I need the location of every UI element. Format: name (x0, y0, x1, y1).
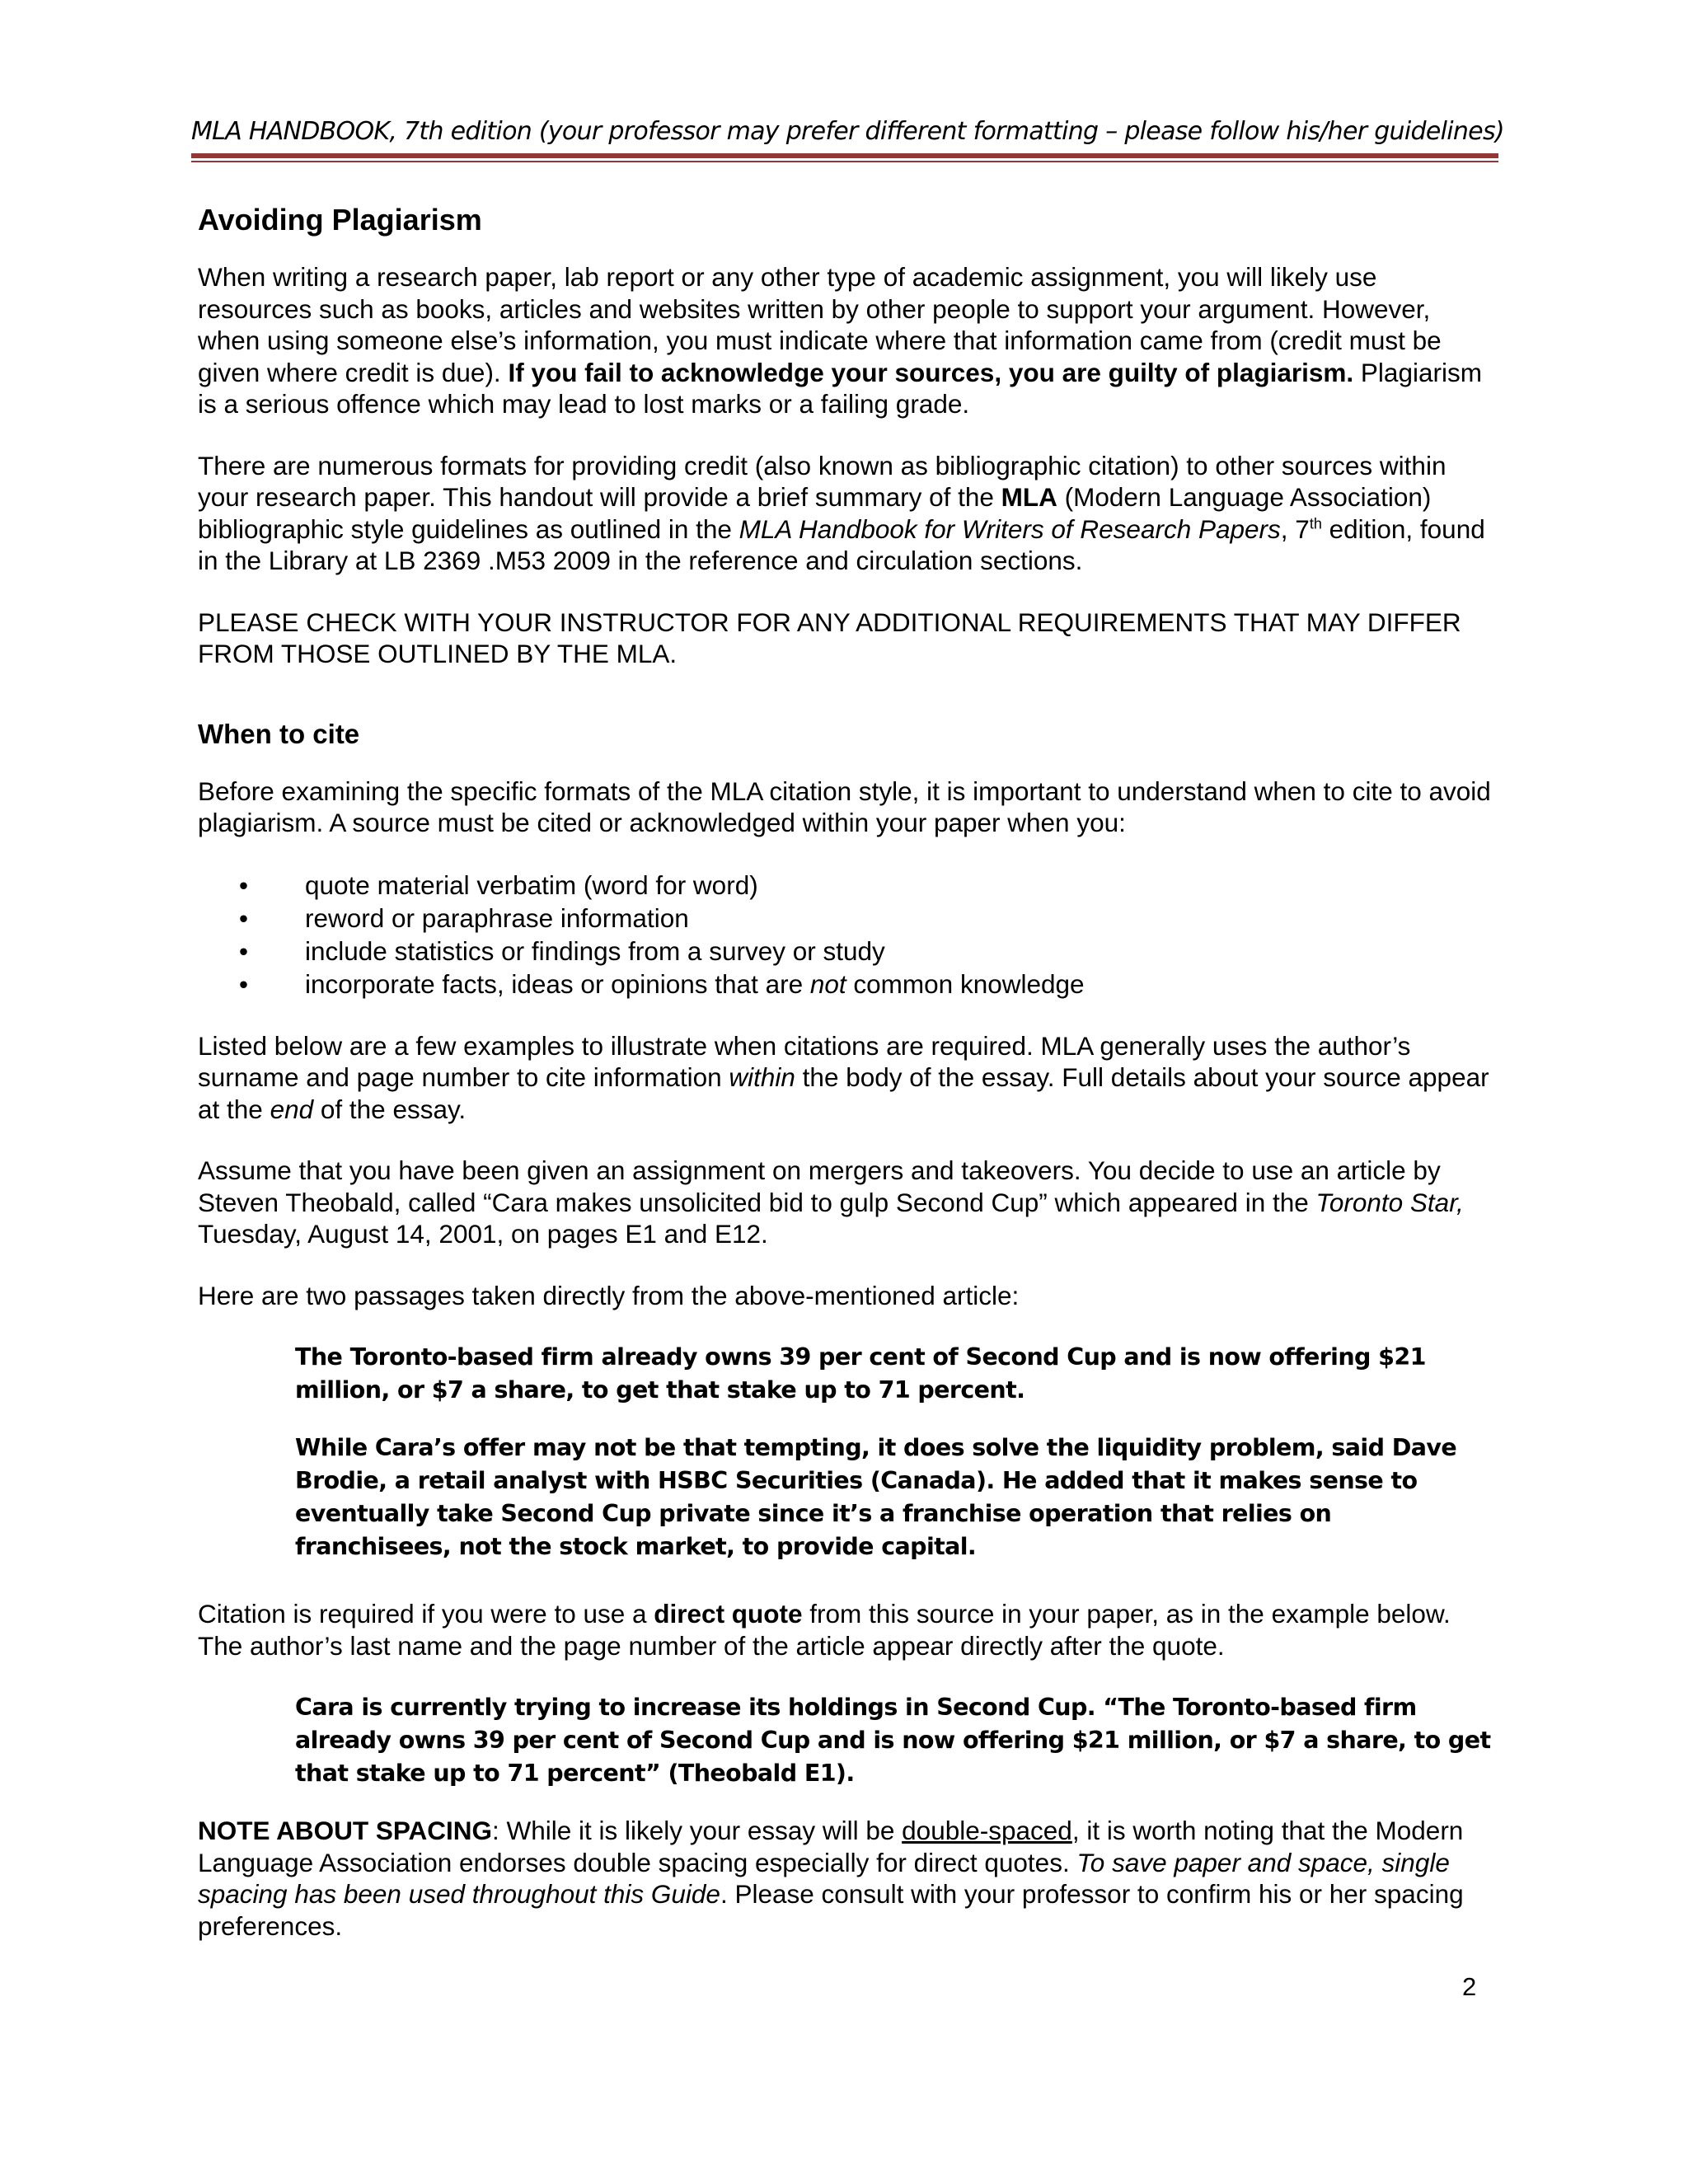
bold-text: MLA (1001, 482, 1057, 512)
text-run: Assume that you have been given an assignment on mergers and takeovers. You decide to use an article by Steven Theobald, called “Cara makes unsolicited bid to gulp Second Cup” which appeared in the (198, 1155, 1441, 1217)
list-item (198, 869, 1492, 902)
list-item-text: reword or paraphrase information (305, 902, 689, 933)
text-run: . Please consult with your professor to confirm his or her spacing preferences. (198, 1879, 1464, 1941)
list-item (198, 935, 1492, 968)
bullet-icon: • (239, 902, 249, 933)
text-run: When writing a research paper, lab report or any other type of academic assignment, you will likely use resources such as books, articles and websites written by other people to support your argument. However, when using someone else’s information, you must indicate where that information came from (credit must be given where credit is due). (198, 262, 1442, 387)
note-label: NOTE ABOUT SPACING (198, 1816, 493, 1845)
paragraph-when-to-cite-intro: Before examining the specific formats of the MLA citation style, it is important to understand when to cite to avoid plagiarism. A source must be cited or acknowledged within your paper when you: (198, 776, 1491, 837)
paragraph-instructor-notice: PLEASE CHECK WITH YOUR INSTRUCTOR FOR ANY ADDITIONAL REQUIREMENTS THAT MAY DIFFER FROM THOSE OUTLINED BY THE MLA. (198, 607, 1461, 668)
text-run: : While it is likely your essay will be (492, 1816, 903, 1845)
paragraph-passages-intro: Here are two passages taken directly from the above-mentioned article: (198, 1280, 1020, 1310)
text-run: (Modern Language Association) bibliographic style guidelines as outlined in the (198, 482, 1432, 544)
document-page (191, 115, 1504, 1971)
text-run: Listed below are a few examples to illustrate when citations are required. MLA generally uses the author’s surname and page number to cite information (198, 1030, 1411, 1092)
page-number: 2 (1462, 1972, 1477, 2001)
header-rule-thin (191, 161, 1498, 162)
text-run: of the essay. (313, 1094, 467, 1124)
italic-text: To save paper and space, single spacing has been used throughout this Guide (198, 1847, 1450, 1909)
paragraph-examples (198, 1030, 1492, 1126)
italic-text: not (809, 968, 846, 999)
list-item-text: common knowledge (846, 968, 1085, 999)
italic-text: Toronto Star, (1315, 1187, 1464, 1217)
block-quote-1: The Toronto-based firm already owns 39 per cent of Second Cup and is now offering $21 million, or $7 a share, to get that stake up to 71 percent. (295, 1343, 1426, 1404)
italic-text: within (729, 1062, 795, 1092)
text-run: There are numerous formats for providing credit (also known as bibliographic citation) to other sources within your research paper. This handout will provide a brief summary of the (198, 450, 1447, 512)
text-run: Tuesday, August 14, 2001, on pages E1 and E12. (198, 1219, 768, 1249)
header-rule (191, 153, 1498, 162)
paragraph-spacing-note (198, 1815, 1492, 1942)
superscript: th (1309, 515, 1322, 532)
bullet-icon: • (239, 935, 249, 966)
underlined-text: double-spaced (902, 1816, 1072, 1845)
text-run: the body of the essay. Full details about your source appear at the (198, 1062, 1489, 1124)
section-title-when-to-cite: When to cite (198, 718, 360, 749)
bold-text: direct quote (654, 1599, 803, 1629)
paragraph-assignment-scenario (198, 1155, 1492, 1250)
text-run: from this source in your paper, as in the example below. The author’s last name and the page number of the article appear directly after the quote. (198, 1599, 1451, 1661)
italic-text: end (270, 1094, 314, 1124)
list-item-text: quote material verbatim (word for word) (305, 869, 758, 900)
cite-when-list (198, 869, 1492, 1001)
block-quote-2: While Cara’s offer may not be that tempting, it does solve the liquidity problem, said Dave Brodie, a retail analyst with HSBC Securities (Canada). He added that it makes sense to eventually take Second Cup private since it’s a franchise operation that relies on franchisees, not the stock market, to provide capital. (295, 1434, 1457, 1560)
text-run: , it is worth noting that the Modern Language Association endorses double spacing especially for direct quotes. (198, 1816, 1464, 1877)
running-header: MLA HANDBOOK, 7th edition (your professor may prefer different formatting – please follow his/her guidelines) (191, 117, 1504, 146)
paragraph-plagiarism-intro (198, 261, 1492, 420)
paragraph-direct-quote (198, 1598, 1492, 1661)
list-item (198, 902, 1492, 935)
bullet-icon: • (239, 968, 249, 999)
block-quote-example: Cara is currently trying to increase its holdings in Second Cup. “The Toronto-based firm already owns 39 per cent of Second Cup and is now offering $21 million, or $7 a share, to get that stake up to 71 percent” (Theobald E1). (295, 1694, 1491, 1787)
section-title-avoiding-plagiarism: Avoiding Plagiarism (198, 203, 482, 237)
list-item-text: incorporate facts, ideas or opinions that are (305, 968, 810, 999)
text-run: Plagiarism is a serious offence which may lead to lost marks or a failing grade. (198, 357, 1482, 419)
bullet-icon: • (239, 869, 249, 900)
bold-text: If you fail to acknowledge your sources, you are guilty of plagiarism. (508, 357, 1354, 387)
paragraph-citation-formats (198, 450, 1492, 577)
text-run: , 7 (1280, 513, 1310, 544)
text-run: Citation is required if you were to use a (198, 1599, 654, 1629)
header-rule-thick (191, 153, 1498, 158)
list-item-text: include statistics or findings from a survey or study (305, 935, 885, 966)
italic-text: MLA Handbook for Writers of Research Papers (738, 513, 1281, 544)
list-item (198, 968, 1492, 1001)
text-run: edition, found in the Library at LB 2369 .M53 2009 in the reference and circulation sections. (198, 513, 1485, 575)
